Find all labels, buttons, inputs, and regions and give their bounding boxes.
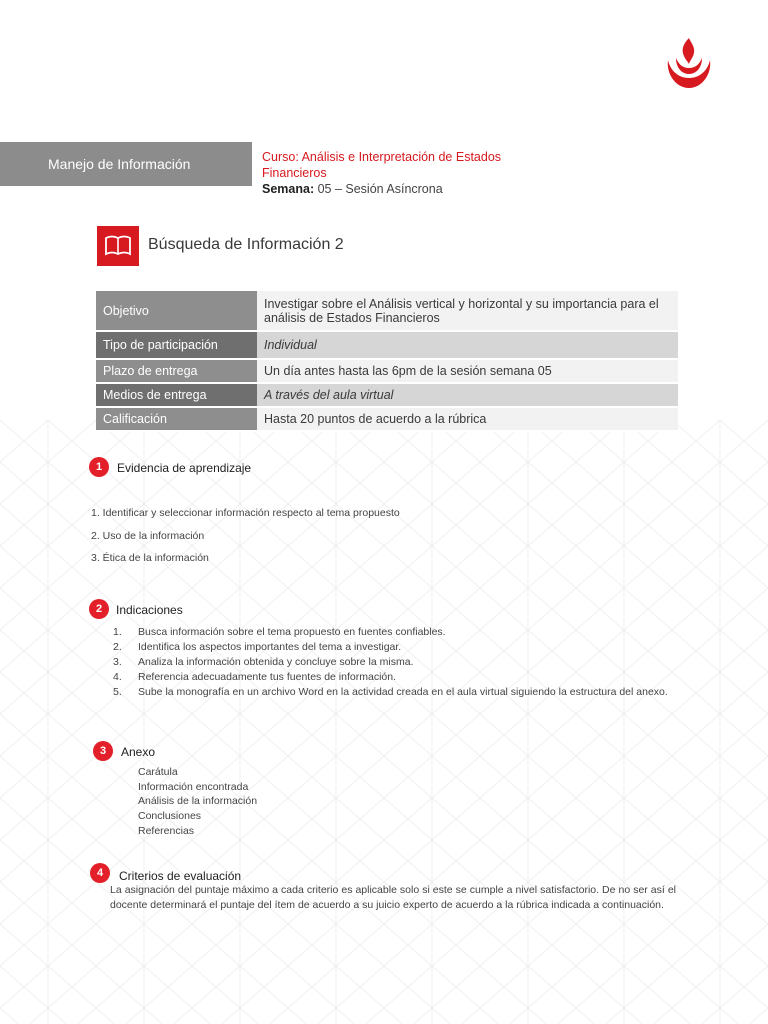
indicaciones-list xyxy=(113,625,679,700)
anexo-list xyxy=(138,765,257,839)
list-item-number: 3. xyxy=(113,656,122,668)
list-item-number: 1. xyxy=(113,626,122,638)
info-value: Investigar sobre el Análisis vertical y horizontal y su importancia para el análisis de Estados Financieros xyxy=(257,291,678,331)
section-title: Búsqueda de Información 2 xyxy=(148,236,344,253)
list-item-number: 2. xyxy=(113,641,122,653)
course-title-line1: Curso: Análisis e Interpretación de Estados xyxy=(262,150,502,164)
anexo-heading: Anexo xyxy=(121,745,156,759)
list-item: Conclusiones xyxy=(138,810,202,823)
list-item-text: Busca información sobre el tema propuesto en fuentes confiables. xyxy=(138,626,446,638)
list-item: Información encontrada xyxy=(138,780,249,793)
week-line xyxy=(262,181,562,197)
list-item: Carátula xyxy=(138,766,178,778)
list-item-text: Identifica los aspectos importantes del tema a investigar. xyxy=(138,641,402,653)
list-item-number: 5. xyxy=(113,686,122,698)
indicaciones-heading: Indicaciones xyxy=(116,603,183,617)
header-band xyxy=(0,142,252,186)
section-number-badge: 1 xyxy=(89,457,109,477)
info-label: Plazo de entrega xyxy=(96,359,257,383)
section-number-badge: 2 xyxy=(89,599,109,619)
info-value: Individual xyxy=(257,331,678,359)
criterios-heading: Criterios de evaluación xyxy=(119,869,242,883)
section-number-badge: 3 xyxy=(93,741,113,761)
section-number-badge: 4 xyxy=(90,863,110,883)
header-band-label: Manejo de Información xyxy=(48,156,191,172)
list-item: Análisis de la información xyxy=(138,795,258,808)
course-info xyxy=(262,149,562,197)
list-item: 1. Identificar y seleccionar información respecto al tema propuesto xyxy=(91,507,400,519)
list-item xyxy=(113,640,679,655)
info-value: Hasta 20 puntos de acuerdo a la rúbrica xyxy=(257,407,678,431)
info-value: A través del aula virtual xyxy=(257,383,678,407)
info-label: Medios de entrega xyxy=(96,383,257,407)
info-row-plazo xyxy=(96,359,678,383)
info-table xyxy=(96,291,678,432)
info-label: Objetivo xyxy=(96,291,257,331)
course-title-line2: Financieros xyxy=(262,166,327,180)
evidencia-heading: Evidencia de aprendizaje xyxy=(117,461,252,475)
list-item: 2. Uso de la información xyxy=(91,529,205,542)
info-value: Un día antes hasta las 6pm de la sesión semana 05 xyxy=(257,359,678,383)
info-row-medios xyxy=(96,383,678,407)
list-item xyxy=(113,625,679,640)
info-label: Tipo de participación xyxy=(96,331,257,359)
book-icon xyxy=(97,226,139,266)
list-item-number: 4. xyxy=(113,671,122,683)
list-item-text: Sube la monografía en un archivo Word en la actividad creada en el aula virtual siguiendo la estructura del anexo. xyxy=(138,686,668,698)
info-row-objetivo xyxy=(96,291,678,331)
list-item xyxy=(113,685,679,700)
criterios-paragraph: La asignación del puntaje máximo a cada criterio es aplicable solo si este se cumple a nivel satisfactorio. De no ser así el docente determinará el puntaje del ítem de acuerdo a su juicio experto de acuerdo a la rúbrica indicada a continuación. xyxy=(110,884,676,911)
list-item xyxy=(113,670,679,685)
evidencia-list xyxy=(91,507,400,575)
info-row-tipo xyxy=(96,331,678,359)
info-label: Calificación xyxy=(96,407,257,431)
list-item: Referencias xyxy=(138,824,195,837)
list-item xyxy=(113,655,679,670)
week-value: 05 – Sesión Asíncrona xyxy=(314,182,443,196)
week-label: Semana: xyxy=(262,182,315,196)
list-item: 3. Ética de la información xyxy=(91,552,209,564)
info-row-calificacion xyxy=(96,407,678,431)
upc-flame-logo-icon xyxy=(664,36,714,90)
list-item-text: Analiza la información obtenida y concluye sobre la misma. xyxy=(138,656,414,668)
list-item-text: Referencia adecuadamente tus fuentes de información. xyxy=(138,671,396,683)
